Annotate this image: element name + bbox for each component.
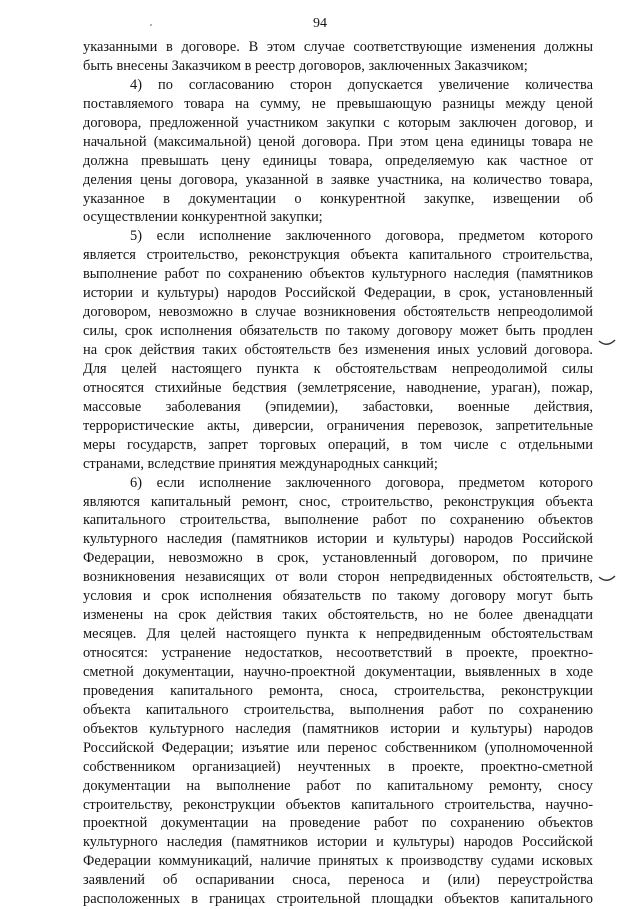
text-line: культурного наследия (памятников истории и культуры) народов Российской	[83, 531, 593, 548]
page-number: 94	[313, 16, 327, 31]
text-line: начальной (максимальной) ценой договора. При этом цена единицы товара не	[83, 133, 593, 150]
text-line: быть внесены Заказчиком в реестр договоров, заключенных Заказчиком;	[83, 57, 528, 74]
text-line: истории и культуры) народов Российской Федерации, в срок, установленный	[83, 285, 593, 302]
text-line: сметной документации, научно-проектной документации, выявленных в ходе	[83, 663, 593, 680]
text-line: на срок действия таких обстоятельств без изменения иных условий договора.	[83, 342, 593, 358]
text-line: строительству, реконструкции объектов капитального строительства, научно-	[83, 796, 593, 813]
text-line: Федерации коммуникаций, наличие принятых к производству судами исковых	[83, 853, 593, 870]
text-line: 4) по согласованию сторон допускается увеличение количества	[130, 76, 593, 93]
text-line: объектов культурного наследия (памятников истории и культуры) народов	[83, 720, 593, 737]
text-line: осуществлении конкурентной закупки;	[83, 209, 323, 226]
text-line: указанными в договоре. В этом случае соответствующие изменения должны	[83, 39, 593, 55]
text-line: изменены на срок действия таких обстоятельств, но не более двенадцати	[83, 607, 593, 624]
text-line: силы, срок исполнения обязательств по такому договору может быть продлен	[83, 323, 593, 340]
text-line: выполнение работ по сохранению объектов культурного наследия (памятников	[83, 266, 593, 283]
text-line: расположенных в границах строительной площадки объектов капитального	[83, 891, 593, 908]
text-line: документации на выполнение работ по капитальному ремонту, сносу	[83, 777, 593, 794]
text-line: Федерации, невозможно в срок, установленный договором, по причине	[83, 550, 593, 567]
text-line: договора, предложенной участником закупки с которым заключен договор, и	[83, 114, 593, 131]
text-line: проектной документации на проведение работ по сохранению объектов	[83, 815, 593, 832]
text-line: проведения капитального ремонта, сноса, строительства, реконструкции	[83, 682, 593, 699]
text-line: относятся стихийные бедствия (землетрясение, наводнение, ураган), пожар,	[83, 379, 593, 396]
text-line: относятся: устранение недостатков, несоответствий в проекте, проектно-	[83, 645, 593, 661]
text-line: договором, невозможно в случае возникновения обстоятельств непреодолимой	[83, 304, 593, 321]
text-line: объекта капитального строительства, выполнения работ по сохранению	[83, 701, 593, 718]
text-line: странами, вследствие принятия международных санкций;	[83, 455, 438, 472]
margin-pen-mark-icon	[598, 339, 616, 347]
text-line: культурного наследия (памятников истории и культуры) народов Российской	[83, 834, 593, 851]
text-line: условия и срок исполнения обязательств по такому договору могут быть	[83, 588, 593, 605]
text-line: 6) если исполнение заключенного договора, предметом которого	[130, 474, 593, 491]
body-text	[83, 38, 593, 909]
text-line: месяцев. Для целей настоящего пункта к непредвиденным обстоятельствам	[83, 626, 593, 643]
text-line: меры государств, запрет торговых операций, в том числе с отдельными	[83, 436, 593, 453]
text-line: капитального строительства, выполнение работ по сохранению объектов	[83, 512, 593, 529]
text-line: Для целей настоящего пункта к обстоятельствам непреодолимой силы	[83, 360, 593, 377]
text-line: собственником организацией) неучтенных в проекте, проектно-сметной	[83, 758, 593, 775]
text-line: Российской Федерации; изъятие или перенос собственником (уполномоченной	[83, 739, 593, 756]
text-line: поставляемого товара на сумму, не превышающую разницы между ценой	[83, 95, 593, 112]
text-line: 5) если исполнение заключенного договора, предметом которого	[130, 228, 593, 245]
text-line: террористические акты, диверсии, ограничения перевозок, запретительные	[83, 417, 593, 434]
text-line: должна превышать цену единицы товара, определяемую как частное от	[83, 152, 593, 169]
text-line: деления цены договора, указанной в заявке участника, на количество товара,	[83, 171, 593, 188]
text-line: указанное в документации о конкурентной закупке, извещении об	[83, 190, 593, 207]
text-line: массовые заболевания (эпидемии), забастовки, военные действия,	[83, 398, 593, 415]
text-line: возникновения независящих от воли сторон непредвиденных обстоятельств,	[83, 569, 593, 586]
text-line: являются капитальный ремонт, снос, строительство, реконструкция объекта	[83, 493, 593, 510]
margin-pen-mark-icon	[598, 575, 616, 583]
text-line: заявлений об оспаривании сноса, переноса и (или) переустройства	[83, 872, 593, 889]
text-line: является строительство, реконструкция объекта капитального строительства,	[83, 247, 593, 264]
